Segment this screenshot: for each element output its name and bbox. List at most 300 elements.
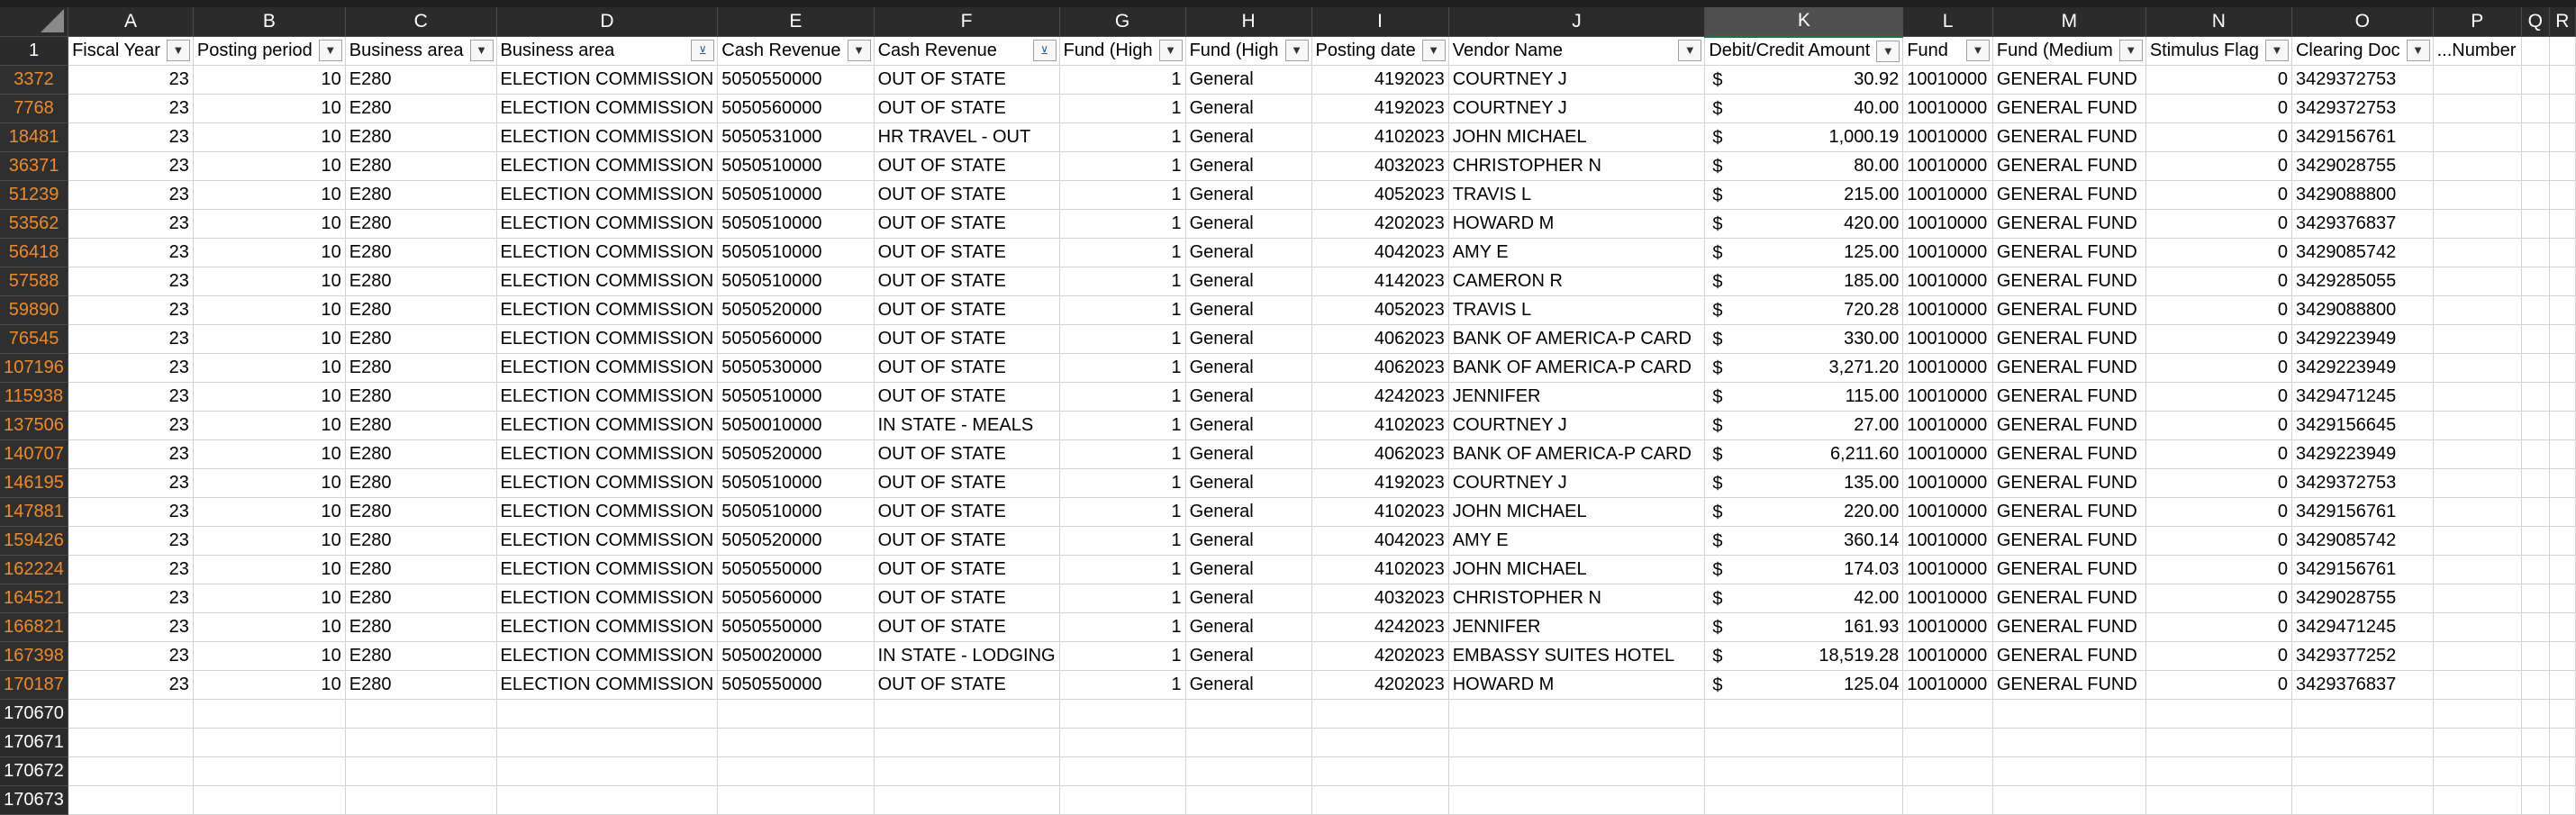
cell-k[interactable] — [1705, 353, 1903, 382]
empty-cell[interactable] — [68, 699, 194, 728]
cell-m[interactable] — [1992, 238, 2145, 267]
cell-o[interactable] — [2291, 209, 2433, 238]
cell-f[interactable] — [874, 267, 1059, 295]
cell-k[interactable] — [1705, 641, 1903, 670]
empty-cell[interactable] — [2522, 122, 2550, 151]
header-cell-n[interactable] — [2145, 36, 2291, 65]
cell-b[interactable] — [193, 670, 345, 699]
empty-cell[interactable] — [1311, 785, 1448, 814]
cell-l[interactable] — [1903, 670, 1993, 699]
cell-c[interactable] — [345, 584, 496, 612]
cell-c[interactable] — [345, 382, 496, 411]
cell-f[interactable] — [874, 94, 1059, 122]
empty-cell[interactable] — [2549, 353, 2575, 382]
empty-cell[interactable] — [1705, 756, 1903, 785]
empty-cell[interactable] — [2549, 295, 2575, 324]
row-number[interactable]: 1 — [0, 36, 68, 65]
cell-j[interactable] — [1448, 180, 1705, 209]
cell-g[interactable] — [1059, 526, 1185, 555]
cell-k[interactable] — [1705, 468, 1903, 497]
cell-k[interactable] — [1705, 439, 1903, 468]
cell-f[interactable] — [874, 65, 1059, 94]
empty-cell[interactable] — [1705, 785, 1903, 814]
cell-c[interactable] — [345, 151, 496, 180]
empty-cell[interactable] — [2433, 555, 2521, 584]
row-number[interactable]: 164521 — [0, 584, 68, 612]
cell-n[interactable] — [2145, 65, 2291, 94]
header-cell-a[interactable] — [68, 36, 194, 65]
cell-j[interactable] — [1448, 497, 1705, 526]
empty-cell[interactable] — [2549, 699, 2575, 728]
cell-h[interactable] — [1185, 411, 1311, 439]
empty-cell[interactable] — [2522, 468, 2550, 497]
cell-e[interactable] — [718, 324, 874, 353]
empty-cell[interactable] — [2549, 497, 2575, 526]
empty-cell[interactable] — [2549, 756, 2575, 785]
cell-e[interactable] — [718, 295, 874, 324]
cell-a[interactable] — [68, 94, 194, 122]
cell-i[interactable] — [1311, 526, 1448, 555]
cell-n[interactable] — [2145, 526, 2291, 555]
cell-d[interactable] — [496, 641, 718, 670]
cell-l[interactable] — [1903, 439, 1993, 468]
column-header-o[interactable]: O — [2291, 7, 2433, 36]
empty-cell[interactable] — [2522, 36, 2550, 65]
empty-cell[interactable] — [1705, 699, 1903, 728]
column-header-i[interactable]: I — [1311, 7, 1448, 36]
cell-o[interactable] — [2291, 295, 2433, 324]
cell-m[interactable] — [1992, 353, 2145, 382]
cell-d[interactable] — [496, 324, 718, 353]
cell-m[interactable] — [1992, 468, 2145, 497]
cell-b[interactable] — [193, 497, 345, 526]
cell-g[interactable] — [1059, 411, 1185, 439]
cell-j[interactable] — [1448, 411, 1705, 439]
empty-cell[interactable] — [1311, 756, 1448, 785]
empty-cell[interactable] — [874, 699, 1059, 728]
cell-l[interactable] — [1903, 151, 1993, 180]
empty-cell[interactable] — [1448, 699, 1705, 728]
cell-j[interactable] — [1448, 295, 1705, 324]
empty-cell[interactable] — [2433, 670, 2521, 699]
cell-e[interactable] — [718, 151, 874, 180]
cell-b[interactable] — [193, 468, 345, 497]
empty-cell[interactable] — [718, 785, 874, 814]
cell-c[interactable] — [345, 180, 496, 209]
header-cell-d[interactable] — [496, 36, 718, 65]
column-header-d[interactable]: D — [496, 7, 718, 36]
cell-m[interactable] — [1992, 584, 2145, 612]
empty-cell[interactable] — [2522, 238, 2550, 267]
cell-j[interactable] — [1448, 439, 1705, 468]
cell-i[interactable] — [1311, 151, 1448, 180]
cell-a[interactable] — [68, 641, 194, 670]
empty-cell[interactable] — [1185, 785, 1311, 814]
filter-active-icon[interactable]: ⊻ — [1033, 40, 1057, 61]
cell-h[interactable] — [1185, 526, 1311, 555]
cell-k[interactable] — [1705, 180, 1903, 209]
cell-c[interactable] — [345, 238, 496, 267]
cell-b[interactable] — [193, 411, 345, 439]
row-number[interactable]: 162224 — [0, 555, 68, 584]
empty-cell[interactable] — [1992, 699, 2145, 728]
filter-dropdown-icon[interactable]: ▼ — [2407, 40, 2430, 61]
cell-k[interactable] — [1705, 526, 1903, 555]
cell-n[interactable] — [2145, 295, 2291, 324]
column-header-b[interactable]: B — [193, 7, 345, 36]
cell-d[interactable] — [496, 497, 718, 526]
header-cell-l[interactable] — [1903, 36, 1993, 65]
cell-j[interactable] — [1448, 324, 1705, 353]
cell-h[interactable] — [1185, 353, 1311, 382]
cell-d[interactable] — [496, 353, 718, 382]
cell-d[interactable] — [496, 468, 718, 497]
empty-cell[interactable] — [2522, 94, 2550, 122]
cell-d[interactable] — [496, 295, 718, 324]
cell-a[interactable] — [68, 151, 194, 180]
cell-a[interactable] — [68, 353, 194, 382]
filter-dropdown-icon[interactable]: ▼ — [2119, 40, 2143, 61]
row-number[interactable]: 147881 — [0, 497, 68, 526]
cell-c[interactable] — [345, 468, 496, 497]
cell-b[interactable] — [193, 180, 345, 209]
empty-cell[interactable] — [2522, 295, 2550, 324]
cell-k[interactable] — [1705, 122, 1903, 151]
empty-cell[interactable] — [2522, 699, 2550, 728]
empty-cell[interactable] — [2549, 209, 2575, 238]
cell-o[interactable] — [2291, 439, 2433, 468]
cell-b[interactable] — [193, 209, 345, 238]
cell-i[interactable] — [1311, 65, 1448, 94]
row-number[interactable]: 107196 — [0, 353, 68, 382]
cell-a[interactable] — [68, 468, 194, 497]
column-header-m[interactable]: M — [1992, 7, 2145, 36]
header-cell-i[interactable] — [1311, 36, 1448, 65]
cell-k[interactable] — [1705, 555, 1903, 584]
row-number[interactable]: 170671 — [0, 728, 68, 756]
column-header-h[interactable]: H — [1185, 7, 1311, 36]
cell-o[interactable] — [2291, 151, 2433, 180]
empty-cell[interactable] — [2549, 526, 2575, 555]
empty-cell[interactable] — [718, 728, 874, 756]
cell-h[interactable] — [1185, 267, 1311, 295]
empty-cell[interactable] — [2522, 151, 2550, 180]
empty-cell[interactable] — [2433, 756, 2521, 785]
cell-g[interactable] — [1059, 612, 1185, 641]
cell-m[interactable] — [1992, 526, 2145, 555]
cell-a[interactable] — [68, 209, 194, 238]
empty-cell[interactable] — [2145, 785, 2291, 814]
cell-e[interactable] — [718, 411, 874, 439]
header-cell-o[interactable] — [2291, 36, 2433, 65]
empty-cell[interactable] — [2549, 267, 2575, 295]
cell-c[interactable] — [345, 267, 496, 295]
cell-g[interactable] — [1059, 439, 1185, 468]
cell-h[interactable] — [1185, 151, 1311, 180]
empty-cell[interactable] — [2549, 65, 2575, 94]
cell-a[interactable] — [68, 267, 194, 295]
cell-h[interactable] — [1185, 468, 1311, 497]
cell-a[interactable] — [68, 555, 194, 584]
empty-cell[interactable] — [2433, 324, 2521, 353]
cell-i[interactable] — [1311, 238, 1448, 267]
empty-cell[interactable] — [2433, 411, 2521, 439]
cell-j[interactable] — [1448, 122, 1705, 151]
cell-j[interactable] — [1448, 555, 1705, 584]
cell-f[interactable] — [874, 584, 1059, 612]
cell-k[interactable] — [1705, 209, 1903, 238]
empty-cell[interactable] — [2522, 497, 2550, 526]
empty-cell[interactable] — [2433, 94, 2521, 122]
cell-h[interactable] — [1185, 122, 1311, 151]
cell-n[interactable] — [2145, 238, 2291, 267]
empty-cell[interactable] — [193, 728, 345, 756]
cell-d[interactable] — [496, 209, 718, 238]
cell-o[interactable] — [2291, 94, 2433, 122]
cell-m[interactable] — [1992, 670, 2145, 699]
column-header-c[interactable]: C — [345, 7, 496, 36]
cell-f[interactable] — [874, 641, 1059, 670]
cell-c[interactable] — [345, 641, 496, 670]
row-number[interactable]: 53562 — [0, 209, 68, 238]
filter-dropdown-icon[interactable]: ▼ — [470, 40, 494, 61]
cell-l[interactable] — [1903, 353, 1993, 382]
empty-cell[interactable] — [1185, 756, 1311, 785]
cell-j[interactable] — [1448, 151, 1705, 180]
empty-cell[interactable] — [2549, 439, 2575, 468]
column-header-j[interactable]: J — [1448, 7, 1705, 36]
cell-f[interactable] — [874, 670, 1059, 699]
empty-cell[interactable] — [2433, 122, 2521, 151]
cell-f[interactable] — [874, 497, 1059, 526]
empty-cell[interactable] — [345, 699, 496, 728]
empty-cell[interactable] — [2291, 756, 2433, 785]
cell-n[interactable] — [2145, 555, 2291, 584]
empty-cell[interactable] — [2433, 238, 2521, 267]
cell-h[interactable] — [1185, 612, 1311, 641]
cell-d[interactable] — [496, 122, 718, 151]
column-header-e[interactable]: E — [718, 7, 874, 36]
cell-k[interactable] — [1705, 151, 1903, 180]
row-number[interactable]: 56418 — [0, 238, 68, 267]
cell-i[interactable] — [1311, 209, 1448, 238]
cell-a[interactable] — [68, 670, 194, 699]
column-header-f[interactable]: F — [874, 7, 1059, 36]
empty-cell[interactable] — [2549, 180, 2575, 209]
cell-l[interactable] — [1903, 209, 1993, 238]
cell-i[interactable] — [1311, 122, 1448, 151]
cell-n[interactable] — [2145, 439, 2291, 468]
empty-cell[interactable] — [2549, 785, 2575, 814]
row-number[interactable]: 146195 — [0, 468, 68, 497]
cell-f[interactable] — [874, 151, 1059, 180]
empty-cell[interactable] — [193, 785, 345, 814]
empty-cell[interactable] — [2522, 526, 2550, 555]
empty-cell[interactable] — [2522, 353, 2550, 382]
empty-cell[interactable] — [2549, 584, 2575, 612]
cell-o[interactable] — [2291, 468, 2433, 497]
cell-e[interactable] — [718, 353, 874, 382]
empty-cell[interactable] — [1311, 728, 1448, 756]
cell-o[interactable] — [2291, 122, 2433, 151]
cell-l[interactable] — [1903, 612, 1993, 641]
cell-f[interactable] — [874, 555, 1059, 584]
cell-c[interactable] — [345, 94, 496, 122]
cell-i[interactable] — [1311, 94, 1448, 122]
empty-cell[interactable] — [1059, 699, 1185, 728]
cell-n[interactable] — [2145, 94, 2291, 122]
cell-m[interactable] — [1992, 267, 2145, 295]
cell-g[interactable] — [1059, 238, 1185, 267]
cell-i[interactable] — [1311, 670, 1448, 699]
empty-cell[interactable] — [2522, 411, 2550, 439]
cell-d[interactable] — [496, 180, 718, 209]
cell-f[interactable] — [874, 468, 1059, 497]
cell-f[interactable] — [874, 353, 1059, 382]
cell-m[interactable] — [1992, 151, 2145, 180]
cell-m[interactable] — [1992, 382, 2145, 411]
empty-cell[interactable] — [2522, 439, 2550, 468]
cell-c[interactable] — [345, 612, 496, 641]
cell-f[interactable] — [874, 324, 1059, 353]
cell-l[interactable] — [1903, 65, 1993, 94]
cell-k[interactable] — [1705, 65, 1903, 94]
cell-e[interactable] — [718, 209, 874, 238]
cell-j[interactable] — [1448, 584, 1705, 612]
column-header-k[interactable]: K — [1705, 7, 1903, 36]
cell-a[interactable] — [68, 584, 194, 612]
empty-cell[interactable] — [2433, 180, 2521, 209]
cell-e[interactable] — [718, 180, 874, 209]
cell-b[interactable] — [193, 526, 345, 555]
cell-b[interactable] — [193, 641, 345, 670]
empty-cell[interactable] — [874, 728, 1059, 756]
filter-dropdown-icon[interactable]: ▼ — [319, 40, 342, 61]
cell-i[interactable] — [1311, 382, 1448, 411]
empty-cell[interactable] — [1185, 728, 1311, 756]
cell-b[interactable] — [193, 555, 345, 584]
empty-cell[interactable] — [2549, 238, 2575, 267]
empty-cell[interactable] — [2433, 353, 2521, 382]
cell-i[interactable] — [1311, 641, 1448, 670]
cell-k[interactable] — [1705, 94, 1903, 122]
empty-cell[interactable] — [2433, 65, 2521, 94]
row-number[interactable]: 57588 — [0, 267, 68, 295]
cell-h[interactable] — [1185, 670, 1311, 699]
cell-d[interactable] — [496, 267, 718, 295]
cell-c[interactable] — [345, 439, 496, 468]
filter-dropdown-icon[interactable]: ▼ — [1285, 40, 1309, 61]
cell-c[interactable] — [345, 497, 496, 526]
header-cell-p[interactable] — [2433, 36, 2521, 65]
empty-cell[interactable] — [496, 728, 718, 756]
row-number[interactable]: 76545 — [0, 324, 68, 353]
cell-f[interactable] — [874, 439, 1059, 468]
cell-n[interactable] — [2145, 670, 2291, 699]
cell-b[interactable] — [193, 151, 345, 180]
cell-i[interactable] — [1311, 353, 1448, 382]
cell-g[interactable] — [1059, 65, 1185, 94]
cell-m[interactable] — [1992, 180, 2145, 209]
cell-h[interactable] — [1185, 238, 1311, 267]
cell-n[interactable] — [2145, 353, 2291, 382]
cell-a[interactable] — [68, 526, 194, 555]
cell-c[interactable] — [345, 65, 496, 94]
empty-cell[interactable] — [2522, 612, 2550, 641]
filter-dropdown-icon[interactable]: ▼ — [1422, 40, 1446, 61]
cell-d[interactable] — [496, 526, 718, 555]
cell-c[interactable] — [345, 411, 496, 439]
empty-cell[interactable] — [2433, 497, 2521, 526]
cell-c[interactable] — [345, 555, 496, 584]
cell-l[interactable] — [1903, 468, 1993, 497]
filter-dropdown-icon[interactable]: ▼ — [167, 40, 190, 61]
cell-k[interactable] — [1705, 497, 1903, 526]
empty-cell[interactable] — [1992, 785, 2145, 814]
empty-cell[interactable] — [2291, 699, 2433, 728]
cell-f[interactable] — [874, 526, 1059, 555]
cell-o[interactable] — [2291, 497, 2433, 526]
row-number[interactable]: 36371 — [0, 151, 68, 180]
cell-g[interactable] — [1059, 151, 1185, 180]
empty-cell[interactable] — [2145, 756, 2291, 785]
cell-g[interactable] — [1059, 382, 1185, 411]
empty-cell[interactable] — [2549, 728, 2575, 756]
cell-n[interactable] — [2145, 324, 2291, 353]
cell-b[interactable] — [193, 324, 345, 353]
empty-cell[interactable] — [2522, 209, 2550, 238]
filter-dropdown-icon[interactable]: ▼ — [1678, 40, 1701, 61]
cell-a[interactable] — [68, 122, 194, 151]
cell-h[interactable] — [1185, 209, 1311, 238]
cell-k[interactable] — [1705, 411, 1903, 439]
row-number[interactable]: 51239 — [0, 180, 68, 209]
cell-h[interactable] — [1185, 641, 1311, 670]
cell-g[interactable] — [1059, 353, 1185, 382]
empty-cell[interactable] — [874, 756, 1059, 785]
row-number[interactable]: 137506 — [0, 411, 68, 439]
cell-m[interactable] — [1992, 439, 2145, 468]
cell-g[interactable] — [1059, 122, 1185, 151]
column-header-p[interactable]: P — [2433, 7, 2521, 36]
empty-cell[interactable] — [1992, 728, 2145, 756]
cell-b[interactable] — [193, 584, 345, 612]
cell-b[interactable] — [193, 382, 345, 411]
cell-b[interactable] — [193, 439, 345, 468]
cell-h[interactable] — [1185, 94, 1311, 122]
cell-a[interactable] — [68, 612, 194, 641]
cell-m[interactable] — [1992, 65, 2145, 94]
empty-cell[interactable] — [2549, 151, 2575, 180]
cell-i[interactable] — [1311, 439, 1448, 468]
empty-cell[interactable] — [2433, 526, 2521, 555]
cell-h[interactable] — [1185, 180, 1311, 209]
cell-m[interactable] — [1992, 295, 2145, 324]
cell-e[interactable] — [718, 641, 874, 670]
cell-h[interactable] — [1185, 497, 1311, 526]
cell-c[interactable] — [345, 209, 496, 238]
cell-a[interactable] — [68, 65, 194, 94]
empty-cell[interactable] — [2522, 382, 2550, 411]
cell-i[interactable] — [1311, 584, 1448, 612]
cell-d[interactable] — [496, 382, 718, 411]
empty-cell[interactable] — [2549, 94, 2575, 122]
empty-cell[interactable] — [2433, 728, 2521, 756]
cell-i[interactable] — [1311, 180, 1448, 209]
empty-cell[interactable] — [1903, 699, 1993, 728]
empty-cell[interactable] — [68, 728, 194, 756]
filter-dropdown-icon[interactable]: ▼ — [2265, 40, 2289, 61]
